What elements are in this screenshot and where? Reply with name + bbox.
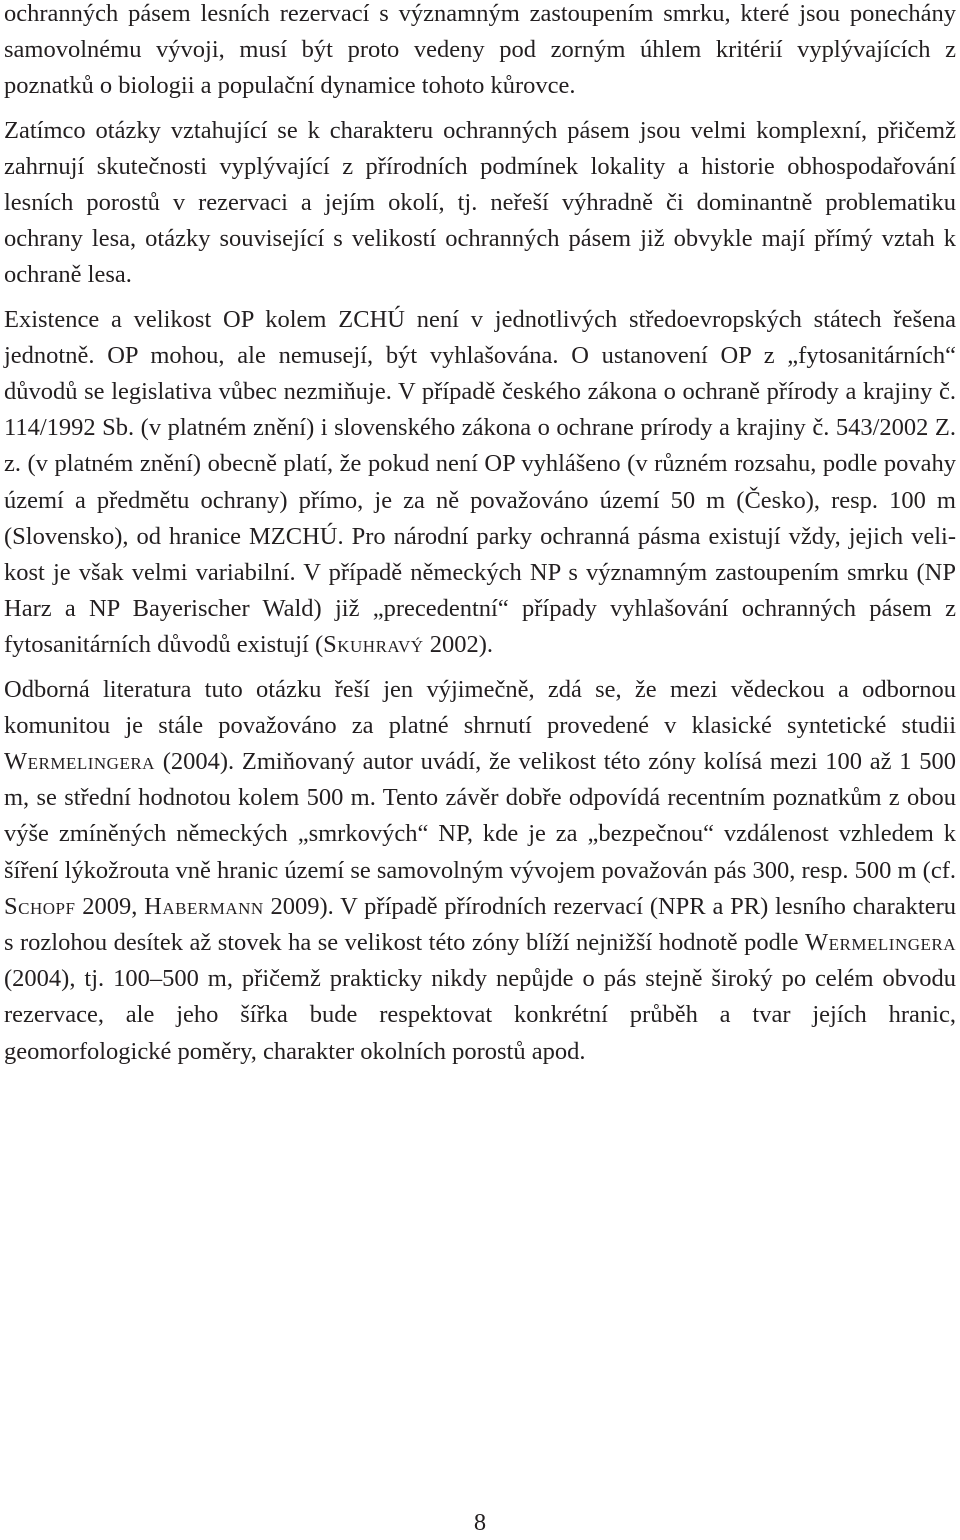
paragraph (4, 672, 956, 1070)
document-page (4, 0, 956, 1540)
author-citation: Habermann (144, 892, 264, 920)
body-text (4, 0, 956, 1070)
author-citation: Skuhravý (323, 631, 424, 659)
text-run: (2004). Zmiňovaný autor uvádí, že velikost této zóny kolísá mezi 100 až 1 500 m, se střední hodnotou kolem 500 m. Tento závěr dobře odpovídá recentním poznatkům z obou výše zmíněných německých „smrkových“ NP, kde je za „bezpečnou“ vzdálenost vzhledem k šíření lýkožrouta vně hranic území se samovolným vývojem považován pás 300, resp. 500 m (cf. (4, 748, 956, 884)
text-run: 2009, (75, 892, 145, 920)
text-run: 2009). V případě přírodních rezervací (NPR a PR) lesního charakteru s rozlohou desítek až stovek ha se velikost této zóny blíží nejnižší hodnotě podle (4, 892, 956, 957)
text-run: Existence a velikost OP kolem ZCHÚ není v jednotlivých středoevropských státech řešena jednotně. OP mohou, ale nemusejí, být vyhlašována. O ustanovení OP z „fytosanitárních“ důvodů se legislativa vůbec nezmiňuje. V případě českého zákona o ochraně přírody a krajiny č. 114/1992 Sb. (v platném znění) i slovenského zákona o ochrane prírody a krajiny č. 543/2002 Z. z. (v platném znění) obecně platí, že pokud není OP vyhlášeno (v různém rozsahu, podle povahy území a předmětu ochrany) přímo, je za ně považováno území 50 m (Česko), resp. 100 m (Slovensko), od hranice MZCHÚ. Pro národní parky ochranná pásma existují vždy, jejich velikost je však velmi variabilní. V případě německých NP s významným zastoupením smrku (NP Harz a NP Bayerischer Wald) již „precedentní“ případy vyhlašování ochranných pásem z fytosanitárních důvodů existují ( (4, 305, 956, 659)
text-run: ochranných pásem lesních rezervací s významným zastoupením smrku, které jsou ponechány samovolnému vývoji, musí být proto vedeny pod zorným úhlem kritérií vyplývajících z poznatků o biologii a populační dynamice tohoto kůrovce. (4, 0, 956, 100)
author-citation: Schopf (4, 892, 76, 920)
text-run: Zatímco otázky vztahující se k charakteru ochranných pásem jsou velmi komplexní, přičemž zahrnují skutečnosti vyplývající z přírodních podmínek lokality a historie obhospodařování lesních porostů v rezervaci a jejím okolí, tj. neřeší výhradně či dominantně problematiku ochrany lesa, otázky související s velikostí ochranných pásem již obvykle mají přímý vztah k ochraně lesa. (4, 116, 956, 289)
author-citation: Wermelingera (4, 748, 155, 776)
author-citation: Wermelingera (805, 929, 956, 957)
paragraph (4, 113, 956, 294)
text-run: (2004), tj. 100–500 m, přičemž prakticky nikdy nepůjde o pás stejně široký po celém obvodu rezervace, ale jeho šířka bude respektovat konkrétní průběh a tvar jejích hranic, geomorfologické poměry, charakter okolních porostů apod. (4, 965, 956, 1065)
paragraph (4, 0, 956, 105)
text-run: 2002). (423, 631, 493, 659)
page-number: 8 (473, 1509, 487, 1536)
text-run: Odborná literatura tuto otázku řeší jen výjimečně, zdá se, že mezi vědeckou a odbornou komunitou je stále považováno za platné shrnutí provedené v klasické syntetické studii (4, 675, 956, 739)
paragraph (4, 302, 956, 664)
